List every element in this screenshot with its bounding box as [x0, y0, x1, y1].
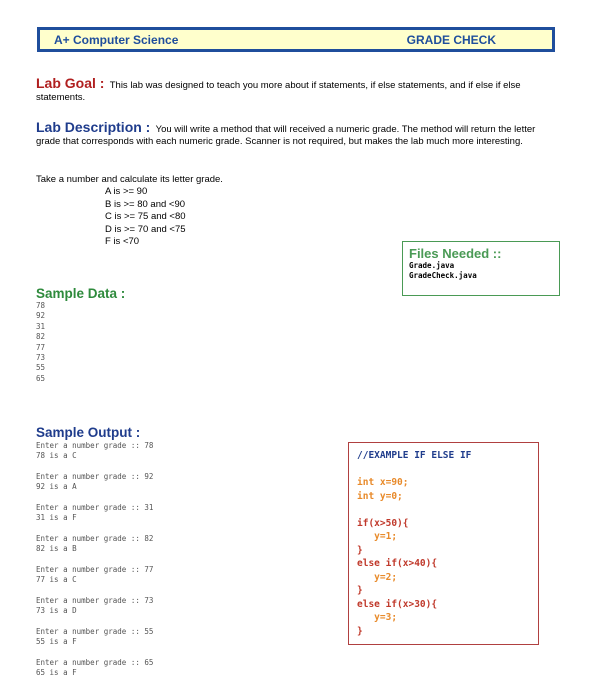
code-example-box — [348, 442, 539, 645]
code-line: int x=90; — [357, 477, 409, 488]
sample-data-value: 78 — [36, 301, 46, 310]
lab-description-section — [36, 121, 561, 148]
header-title: A+ Computer Science — [54, 33, 179, 47]
code-line: int y=0; — [357, 490, 403, 502]
lab-goal-label: Lab Goal : — [36, 75, 105, 91]
output-entry — [36, 534, 153, 565]
grade-rule: D is >= 70 and <75 — [105, 223, 186, 235]
output-prompt: Enter a number grade :: 78 — [36, 441, 154, 450]
output-result: 73 is a D — [36, 606, 77, 615]
output-result: 92 is a A — [36, 482, 77, 491]
output-result: 78 is a C — [36, 451, 77, 460]
grade-rule: F is <70 — [105, 236, 140, 247]
output-result: 55 is a F — [36, 637, 77, 646]
code-line: } — [357, 585, 363, 596]
grade-intro: Take a number and calculate its letter grade. — [36, 174, 223, 185]
output-result: 82 is a B — [36, 544, 77, 553]
code-line: y=1; — [357, 531, 398, 542]
files-needed-title: Files Needed :: — [409, 246, 502, 261]
sample-data-value: 92 — [36, 311, 46, 321]
code-line: else if(x>30){ — [357, 598, 438, 610]
sample-output-list — [36, 441, 153, 689]
sample-data-value: 55 — [36, 363, 46, 373]
output-entry — [36, 658, 153, 689]
grade-rule: B is >= 80 and <90 — [105, 198, 186, 210]
file-name: Grade.java — [409, 261, 455, 270]
code-line: else if(x>40){ — [357, 558, 438, 569]
sample-data-list — [36, 301, 45, 384]
sample-data-title: Sample Data : — [36, 286, 126, 301]
output-entry — [36, 596, 153, 627]
lab-goal-text: This lab was designed to teach you more about if statements, if else statements, and if else if else statements. — [36, 80, 521, 103]
lab-description-text: You will write a method that will received a numeric grade. The method will return the letter grade that corresponds with each numeric grade. Scanner is not required, but makes the lab much more interesting. — [36, 124, 536, 147]
output-result: 77 is a C — [36, 575, 77, 584]
output-prompt: Enter a number grade :: 82 — [36, 534, 154, 543]
output-prompt: Enter a number grade :: 55 — [36, 627, 154, 636]
output-result: 31 is a F — [36, 513, 77, 522]
code-line: if(x>50){ — [357, 517, 409, 529]
sample-data-value: 65 — [36, 373, 46, 383]
header-banner — [37, 27, 555, 52]
grade-scale — [105, 186, 186, 249]
code-line — [357, 463, 530, 477]
sample-data-value: 77 — [36, 342, 46, 352]
lab-description-label: Lab Description : — [36, 119, 151, 135]
output-entry — [36, 627, 153, 658]
code-comment: //EXAMPLE IF ELSE IF — [357, 450, 472, 461]
code-line: y=3; — [357, 612, 398, 623]
grade-rule: A is >= 90 — [105, 186, 148, 197]
output-prompt: Enter a number grade :: 31 — [36, 503, 154, 512]
code-line: } — [357, 625, 363, 637]
output-prompt: Enter a number grade :: 77 — [36, 565, 154, 574]
sample-data-value: 82 — [36, 332, 46, 342]
code-line: y=2; — [357, 571, 398, 583]
code-line — [357, 503, 530, 517]
sample-data-value: 73 — [36, 353, 46, 363]
files-needed-box — [402, 241, 560, 296]
output-prompt: Enter a number grade :: 92 — [36, 472, 154, 481]
output-entry — [36, 472, 153, 503]
output-result: 65 is a F — [36, 668, 77, 677]
output-entry — [36, 565, 153, 596]
sample-output-title: Sample Output : — [36, 425, 141, 440]
output-prompt: Enter a number grade :: 65 — [36, 658, 154, 667]
output-prompt: Enter a number grade :: 73 — [36, 596, 154, 605]
lab-title: GRADE CHECK — [406, 33, 496, 47]
output-entry — [36, 503, 153, 534]
file-name: GradeCheck.java — [409, 271, 477, 280]
code-line: } — [357, 544, 363, 556]
lab-goal-section — [36, 77, 561, 104]
output-entry — [36, 441, 153, 472]
sample-data-value: 31 — [36, 321, 46, 331]
grade-rule: C is >= 75 and <80 — [105, 211, 186, 222]
